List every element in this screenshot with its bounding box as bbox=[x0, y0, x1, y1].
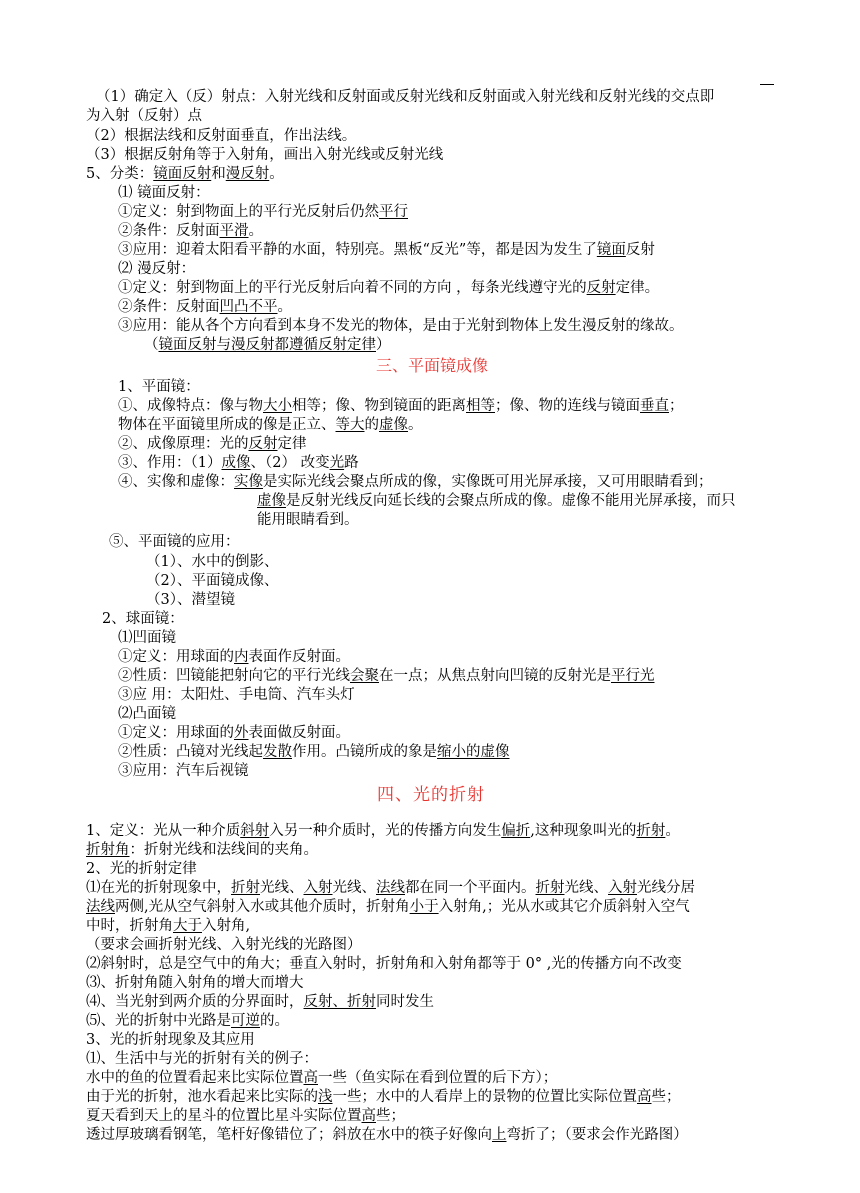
text-line bbox=[118, 241, 655, 260]
text-segment: 。 bbox=[277, 299, 292, 315]
text-line bbox=[86, 1088, 681, 1107]
text-line bbox=[146, 572, 278, 591]
text-segment: 入另一种介质时，光的传播方向发生 bbox=[269, 823, 502, 839]
text-line bbox=[118, 473, 713, 492]
text-segment: ④、实像和虚像： bbox=[118, 474, 234, 490]
underlined-term: 大小 bbox=[263, 398, 292, 414]
text-segment: ⑵斜射时，总是空气中的角大；垂直入射时，折射角和入射角都等于 0° ,光的传播方向不改变 bbox=[86, 956, 682, 972]
text-segment: 弯折了；（要求会作光路图） bbox=[506, 1127, 688, 1143]
text-segment: 些； bbox=[376, 1108, 405, 1124]
underlined-term: 平行 bbox=[379, 204, 408, 220]
text-segment: ③应用：汽车后视镜 bbox=[118, 763, 249, 779]
underlined-term: 垂直 bbox=[640, 398, 669, 414]
text-segment: 2、光的折射定律 bbox=[86, 861, 197, 877]
text-line bbox=[118, 686, 355, 705]
text-segment: ②性质：凹镜能把射向它的平行光线 bbox=[118, 668, 350, 684]
corner-mark bbox=[760, 84, 774, 85]
underlined-term: 法线 bbox=[86, 899, 115, 915]
text-segment: ①定义：射到物面上的平行光反射后仍然 bbox=[118, 204, 379, 220]
text-segment: 定律。 bbox=[615, 280, 660, 296]
text-line bbox=[118, 378, 200, 397]
text-segment: ⑴、生活中与光的折射有关的例子： bbox=[86, 1051, 318, 1067]
underlined-term: 镜面反射与漫反射都遵循 bbox=[158, 337, 318, 353]
underlined-term: 入射 bbox=[608, 880, 637, 896]
text-segment: 入射角,；光从水或其它介质斜射入空气 bbox=[438, 899, 690, 915]
text-segment: 是实际光线会聚点所成的像，实像既可用光屏承接，又可用眼睛看到； bbox=[263, 474, 713, 490]
text-line bbox=[118, 762, 249, 781]
text-line bbox=[146, 591, 235, 610]
underlined-term: 凹凸不平 bbox=[219, 299, 278, 315]
text-segment: 。 bbox=[269, 166, 284, 182]
text-segment: （2）根据法线和反射面垂直，作出法线。 bbox=[86, 128, 357, 144]
text-line bbox=[86, 165, 284, 184]
text-segment: （1）确定入（反）射点：入射光线和反射面或反射光线和反射面或入射光线和反射光线的交点即 bbox=[96, 89, 715, 105]
text-line bbox=[102, 610, 184, 629]
underlined-term: 浅 bbox=[318, 1089, 333, 1105]
text-segment: 表面作反射面。 bbox=[248, 649, 350, 665]
text-segment: ⑴ 镜面反射： bbox=[118, 185, 210, 201]
underlined-term: 高 bbox=[637, 1089, 652, 1105]
text-line bbox=[118, 648, 350, 667]
text-segment: ②、成像原理：光的 bbox=[118, 436, 249, 452]
underlined-term: 镜面 bbox=[596, 242, 626, 258]
text-line bbox=[118, 629, 176, 648]
text-segment: （1）、水中的倒影、 bbox=[146, 554, 279, 570]
underlined-term: 光 bbox=[329, 455, 345, 471]
text-line bbox=[118, 203, 408, 222]
text-line bbox=[86, 1012, 289, 1031]
text-line bbox=[118, 743, 510, 762]
text-line bbox=[86, 1050, 318, 1069]
text-segment: 是反射光线反向延长线的会聚点所成的像。虚像不能用光屏承接，而只 bbox=[286, 493, 736, 509]
underlined-term: 镜面反射 bbox=[153, 166, 212, 182]
text-segment: （3）根据反射角等于入射角，画出入射光线或反射光线 bbox=[86, 147, 444, 163]
text-segment: ⑵ 漫反射： bbox=[118, 261, 196, 277]
text-segment: ⑵凸面镜 bbox=[118, 706, 176, 722]
underlined-term: 实像 bbox=[234, 474, 263, 490]
text-line bbox=[86, 993, 434, 1012]
underlined-term: 虚像 bbox=[379, 417, 408, 433]
text-line bbox=[86, 841, 318, 860]
underlined-term: 缩小的虚像 bbox=[437, 744, 510, 760]
text-line bbox=[257, 511, 359, 530]
text-segment: ①定义：射到物面上的平行光反射后向着不同的方向 ，每条光线遵守光的 bbox=[118, 280, 587, 296]
text-segment: （要求会画折射光线、入射光线的光路图） bbox=[86, 937, 362, 953]
text-line bbox=[118, 705, 176, 724]
underlined-term: 反射定律 bbox=[318, 337, 376, 353]
text-line bbox=[86, 917, 250, 936]
underlined-term: 折射 bbox=[535, 880, 565, 896]
text-segment: ①定义：用球面的 bbox=[118, 725, 234, 741]
text-segment: （ bbox=[144, 337, 159, 353]
text-segment: 同时发生 bbox=[376, 994, 434, 1010]
underlined-term: 相等 bbox=[466, 398, 495, 414]
text-segment: 和 bbox=[211, 166, 226, 182]
underlined-term: 内 bbox=[234, 649, 249, 665]
underlined-term: 折射 bbox=[636, 823, 666, 839]
text-line bbox=[86, 879, 695, 898]
text-line bbox=[86, 955, 682, 974]
underlined-term: 大于 bbox=[173, 918, 202, 934]
text-segment: 的。 bbox=[260, 1013, 289, 1029]
text-line bbox=[118, 279, 659, 298]
text-segment: 1、定义：光从一种介质 bbox=[86, 823, 241, 839]
underlined-term: 折射角 bbox=[86, 842, 130, 858]
text-line bbox=[86, 1107, 405, 1126]
text-line bbox=[118, 222, 263, 241]
text-segment: 为入射（反射）点 bbox=[86, 108, 202, 124]
text-segment: ①、成像特点：像与物 bbox=[118, 398, 263, 414]
underlined-term: 反射 bbox=[586, 280, 616, 296]
text-segment: ⑤、平面镜的应用： bbox=[109, 534, 240, 550]
text-line bbox=[109, 533, 240, 552]
text-segment: ③、作用：（1） bbox=[118, 455, 222, 471]
text-line bbox=[86, 146, 443, 165]
text-segment: 1、平面镜： bbox=[118, 379, 200, 395]
text-segment: 光线、 bbox=[260, 880, 304, 896]
underlined-term: 上 bbox=[492, 1127, 507, 1143]
text-segment: 都在同一个平面内。 bbox=[405, 880, 536, 896]
text-segment: 在一点；从焦点射向凹镜的反射光是 bbox=[379, 668, 611, 684]
text-line bbox=[86, 822, 680, 841]
text-line bbox=[86, 974, 304, 993]
text-segment: 相等；像、物到镜面的距离 bbox=[292, 398, 466, 414]
text-segment: 由于光的折射，池水看起来比实际的 bbox=[86, 1089, 318, 1105]
text-line bbox=[118, 298, 292, 317]
text-line bbox=[86, 898, 690, 917]
text-segment: ②条件：反射面 bbox=[118, 223, 220, 239]
underlined-term: 小于 bbox=[409, 899, 439, 915]
text-line bbox=[146, 553, 278, 572]
underlined-term: 虚像 bbox=[257, 493, 286, 509]
text-segment: ②性质：凸镜对光线起 bbox=[118, 744, 263, 760]
underlined-term: 平滑 bbox=[219, 223, 249, 239]
text-segment: （3）、潜望镜 bbox=[146, 592, 235, 608]
text-segment: ⑴凹面镜 bbox=[118, 630, 176, 646]
text-line bbox=[86, 936, 362, 955]
text-segment: ③应 用：太阳灶、手电筒、汽车头灯 bbox=[118, 687, 355, 703]
text-line bbox=[118, 397, 684, 416]
text-segment: ,这种现象叫光的 bbox=[530, 823, 637, 839]
text-segment: 。 bbox=[248, 223, 263, 239]
text-line bbox=[86, 107, 202, 126]
text-segment: ③应用：迎着太阳看平静的水面，特别亮。黑板“反光”等，都是因为发生了 bbox=[118, 242, 597, 258]
text-segment: 两侧,光从空气斜射入水或其他介质时，折射角 bbox=[115, 899, 410, 915]
underlined-term: 斜射 bbox=[240, 823, 270, 839]
text-segment: 光线分居 bbox=[637, 880, 695, 896]
text-line bbox=[86, 860, 197, 879]
text-segment: 透过厚玻璃看钢笔，笔杆好像错位了；斜放在水中的筷子好像向 bbox=[86, 1127, 492, 1143]
text-segment: 作用。凸镜所成的象是 bbox=[292, 744, 437, 760]
text-line bbox=[118, 184, 210, 203]
underlined-term: 折射 bbox=[231, 880, 260, 896]
underlined-term: 高 bbox=[303, 1070, 318, 1086]
text-line bbox=[118, 454, 359, 473]
text-segment: 反射 bbox=[625, 242, 655, 258]
underlined-term: 会聚 bbox=[350, 668, 379, 684]
text-segment: 、（2） 改变 bbox=[250, 455, 330, 471]
underlined-term: 入射 bbox=[303, 880, 333, 896]
underlined-term: 等大 bbox=[335, 417, 365, 433]
text-segment: 三、平面镜成像 bbox=[376, 356, 489, 375]
text-segment: ⑴在光的折射现象中， bbox=[86, 880, 231, 896]
text-segment: ③应用：能从各个方向看到本身不发光的物体，是由于光射到物体上发生漫反射的缘故。 bbox=[118, 318, 684, 334]
text-segment: ⑷、当光射到两介质的分界面时， bbox=[86, 994, 304, 1010]
text-line bbox=[118, 667, 655, 686]
text-segment: 光线、 bbox=[332, 880, 376, 896]
text-line bbox=[118, 317, 684, 336]
section-heading bbox=[377, 786, 485, 805]
text-segment: 的 bbox=[364, 417, 379, 433]
text-segment: 夏天看到天上的星斗的位置比星斗实际位置 bbox=[86, 1108, 362, 1124]
text-segment: ①定义：用球面的 bbox=[118, 649, 234, 665]
text-segment: 光线、 bbox=[564, 880, 608, 896]
text-segment: ⑸、光的折射中光路是 bbox=[86, 1013, 231, 1029]
text-segment: 。 bbox=[665, 823, 680, 839]
text-segment: 表面做反射面。 bbox=[248, 725, 350, 741]
text-segment: ； bbox=[669, 398, 684, 414]
text-line bbox=[144, 336, 391, 355]
underlined-term: 平行光 bbox=[611, 668, 655, 684]
underlined-term: 反射、折射 bbox=[303, 994, 376, 1010]
text-line bbox=[118, 435, 307, 454]
underlined-term: 漫反射 bbox=[225, 166, 270, 182]
text-line bbox=[86, 1069, 557, 1088]
text-segment: 些； bbox=[651, 1089, 681, 1105]
text-line bbox=[118, 724, 350, 743]
underlined-term: 成像 bbox=[221, 455, 251, 471]
text-segment: 四、光的折射 bbox=[377, 785, 485, 805]
text-segment: 定律 bbox=[277, 436, 307, 452]
text-line bbox=[118, 416, 423, 435]
text-line bbox=[86, 1031, 255, 1050]
underlined-term: 高 bbox=[361, 1108, 376, 1124]
text-segment: 。 bbox=[408, 417, 423, 433]
text-segment: 一些；水中的人看岸上的景物的位置比实际位置 bbox=[332, 1089, 637, 1105]
text-segment: 水中的鱼的位置看起来比实际位置 bbox=[86, 1070, 304, 1086]
text-segment: （2）、平面镜成像、 bbox=[146, 573, 279, 589]
section-heading bbox=[376, 356, 488, 375]
text-line bbox=[86, 1126, 688, 1145]
underlined-term: 反射 bbox=[248, 436, 278, 452]
text-segment: 物体在平面镜里所成的像是正立、 bbox=[118, 417, 336, 433]
text-segment: ⑶、折射角随入射角的增大而增大 bbox=[86, 975, 304, 991]
text-line bbox=[257, 492, 736, 511]
text-segment: ：折射光线和法线间的夹角。 bbox=[129, 842, 318, 858]
text-segment: 中时，折射角 bbox=[86, 918, 173, 934]
text-line bbox=[96, 88, 714, 107]
underlined-term: 偏折 bbox=[501, 823, 531, 839]
underlined-term: 法线 bbox=[376, 880, 405, 896]
underlined-term: 发散 bbox=[263, 744, 292, 760]
text-segment: 3、光的折射现象及其应用 bbox=[86, 1032, 255, 1048]
text-segment: 5、分类： bbox=[86, 166, 154, 182]
text-line bbox=[118, 260, 195, 279]
text-segment: ；像、物的连线与镜面 bbox=[495, 398, 640, 414]
text-segment: 2、球面镜： bbox=[102, 611, 184, 627]
text-segment: ②条件：反射面 bbox=[118, 299, 220, 315]
text-segment: 入射角, bbox=[202, 918, 251, 934]
text-segment: 路 bbox=[344, 455, 359, 471]
underlined-term: 可逆 bbox=[231, 1013, 260, 1029]
text-segment: ） bbox=[376, 337, 391, 353]
underlined-term: 外 bbox=[234, 725, 249, 741]
text-segment: 能用眼睛看到。 bbox=[257, 512, 359, 528]
text-line bbox=[86, 127, 356, 146]
text-segment: 一些（鱼实际在看到位置的后下方）； bbox=[318, 1070, 558, 1086]
